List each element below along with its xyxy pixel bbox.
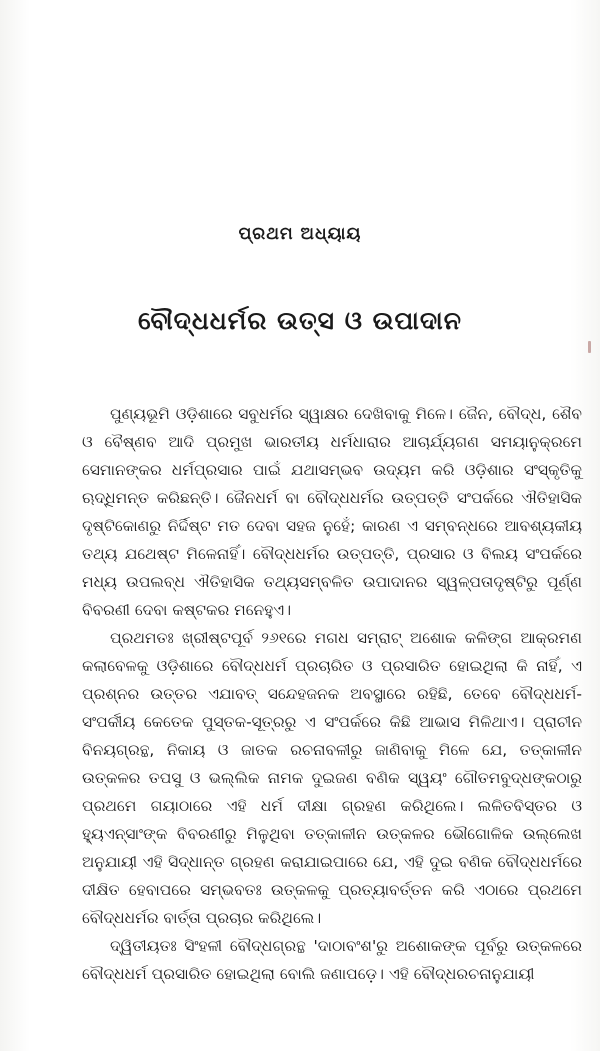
- paragraph-1: ପୁଣ୍ୟଭୂମି ଓଡ଼ିଶାରେ ସବୁଧର୍ମର ସ୍ୱାକ୍ଷର ଦେଖିବାକୁ ମିଳେ। ଜୈନ, ବୌଦ୍ଧ, ଶୈବ ଓ ବୈଷ୍ଣବ ଆଦି ପ୍ରମୁଖ ଭାରତୀୟ ଧର୍ମଧାରାର ଆଚାର୍ଯ୍ୟଗଣ ସମୟାନୁକ୍ରମେ ସେମାନଙ୍କର ଧର୍ମପ୍ରସାର ପାଇଁ ଯଥାସମ୍ଭବ ଉଦ୍ୟମ କରି ଓଡ଼ିଶାର ସଂସ୍କୃତିକୁ ଋଦ୍ଧିମନ୍ତ କରିଛନ୍ତି। ଜୈନଧର୍ମ ବା ବୌଦ୍ଧଧର୍ମର ଉତ୍ପତ୍ତି ସଂପର୍କରେ ଐତିହାସିକ ଦୃଷ୍ଟିକୋଣରୁ ନିର୍ଦ୍ଦିଷ୍ଟ ମତ ଦେବା ସହଜ ନୁହେଁ; କାରଣ ଏ ସମ୍ବନ୍ଧରେ ଆବଶ୍ୟକୀୟ ତଥ୍ୟ ଯଥେଷ୍ଟ ମିଳେନାହିଁ। ବୌଦ୍ଧଧର୍ମର ଉତ୍ପତ୍ତି, ପ୍ରସାର ଓ ବିଲୟ ସଂପର୍କରେ ମଧ୍ୟ ଉପଲବ୍ଧ ଐତିହାସିକ ତଥ୍ୟସମ୍ବଳିତ ଉପାଦାନର ସ୍ୱଳ୍ପତାଦୃଷ୍ଟିରୁ ପୂର୍ଣ୍ଣ ବିବରଣୀ ଦେବା କଷ୍ଟକର ମନେହୁଏ।: [82, 405, 582, 619]
- body-text: [82, 400, 582, 988]
- paragraph-3: ଦ୍ୱିତୀୟତଃ ସିଂହଳୀ ବୌଦ୍ଧଗ୍ରନ୍ଥ 'ଦାଠାବଂଶ'ରୁ ଅଶୋକଙ୍କ ପୂର୍ବରୁ ଉତ୍କଳରେ ବୌଦ୍ଧଧର୍ମ ପ୍ରସାରିତ ହୋଇଥିଲା ବୋଲି ଜଣାପଡ଼େ। ଏହି ବୌଦ୍ଧରଚନାନୁଯାୟୀ: [82, 937, 582, 983]
- chapter-label: ପ୍ରଥମ ଅଧ୍ୟାୟ: [238, 224, 362, 244]
- margin-mark: [588, 341, 591, 353]
- paragraph-2: ପ୍ରଥମତଃ ଖ୍ରୀଷ୍ଟପୂର୍ବ ୨୬୧ରେ ମଗଧ ସମ୍ରାଟ୍ ଅଶୋକ କଳିଙ୍ଗ ଆକ୍ରମଣ କଲାବେଳକୁ ଓଡ଼ିଶାରେ ବୌଦ୍ଧଧର୍ମ ପ୍ରଚାରିତ ଓ ପ୍ରସାରିତ ହୋଇଥିଲା କି ନାହିଁ, ଏ ପ୍ରଶ୍ନର ଉତ୍ତର ଏଯାବତ୍ ସନ୍ଦେହଜନକ ଅବସ୍ଥାରେ ରହିଛି, ତେବେ ବୌଦ୍ଧଧର୍ମ-ସଂପର୍କୀୟ କେତେକ ପୁସ୍ତକ-ସୂତ୍ରରୁ ଏ ସଂପର୍କରେ କିଛି ଆଭାସ ମିଳିଥାଏ। ପ୍ରାଚୀନ ବିନୟଗ୍ରନ୍ଥ, ନିକାୟ ଓ ଜାତକ ରଚନାବଳୀରୁ ଜାଣିବାକୁ ମିଳେ ଯେ, ତତ୍କାଳୀନ ଉତ୍କଳର ତପସୁ ଓ ଭଲ୍ଲିକ ନାମକ ଦୁଇଜଣ ବଣିକ ସ୍ୱୟଂ ଗୌତମବୁଦ୍ଧଙ୍କଠାରୁ ପ୍ରଥମେ ଗୟାଠାରେ ଏହି ଧର୍ମ ଦୀକ୍ଷା ଗ୍ରହଣ କରିଥିଲେ। ଲଳିତବିସ୍ତର ଓ ହ୍ୟୁଏନ୍‌ସାଂଙ୍କ ବିବରଣୀରୁ ମିଳୁଥିବା ତତ୍କାଳୀନ ଉତ୍କଳର ଭୌଗୋଳିକ ଉଲ୍ଲେଖ ଅନୁଯାୟୀ ଏହି ସିଦ୍ଧାନ୍ତ ଗ୍ରହଣ କରାଯାଇପାରେ ଯେ, ଏହି ଦୁଇ ବଣିକ ବୌଦ୍ଧଧର୍ମରେ ଦୀକ୍ଷିତ ହେବାପରେ ସମ୍ଭବତଃ ଉତ୍କଳକୁ ପ୍ରତ୍ୟାବର୍ତ୍ତନ କରି ଏଠାରେ ପ୍ରଥମେ ବୌଦ୍ଧଧର୍ମର ବାର୍ତ୍ତା ପ୍ରଚାର କରିଥିଲେ।: [82, 629, 582, 927]
- chapter-title: ବୌଦ୍ଧଧର୍ମର ଉତ୍ସ ଓ ଉପାଦାନ: [138, 306, 462, 335]
